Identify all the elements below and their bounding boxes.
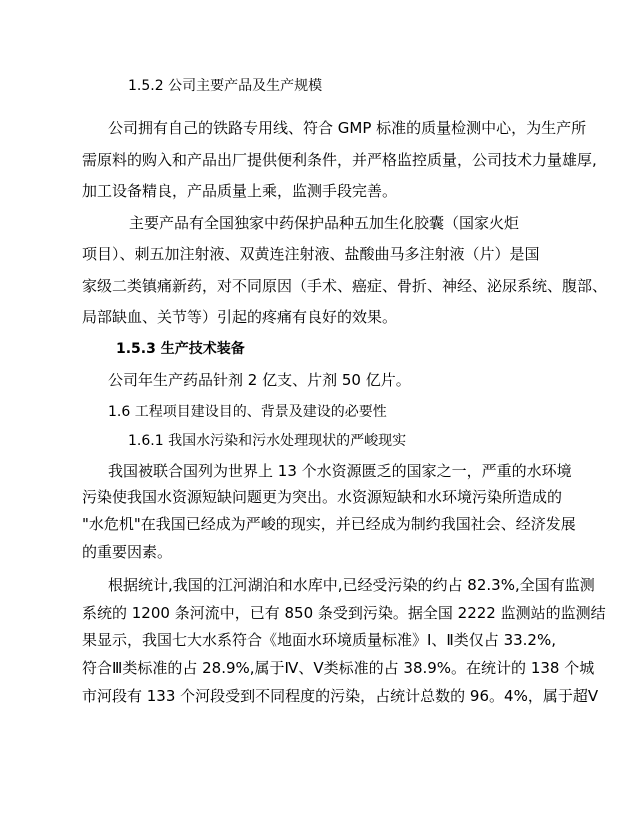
paragraph-line: 系统的 1200 条河流中，已有 850 条受到污染。据全国 2222 监测站的监测结 [82,604,606,622]
heading-1-6-1: 1.6.1 我国水污染和污水处理现状的严峻现实 [128,433,407,449]
paragraph-line: 符合Ⅲ类标准的占 28.9%,属于Ⅳ、Ⅴ类标准的占 38.9%。在统计的 138 个城 [82,659,595,677]
paragraph-line: 家级二类镇痛新药，对不同原因（手术、癌症、骨折、神经、泌尿系统、腹部、 [82,277,608,295]
heading-1-5-2: 1.5.2 公司主要产品及生产规模 [128,78,323,94]
paragraph-line: 我国被联合国列为世界上 13 个水资源匮乏的国家之一，严重的水环境 [108,462,572,480]
paragraph-line: 果显示，我国七大水系符合《地面水环境质量标准》Ⅰ、Ⅱ类仅占 33.2%, [82,631,556,649]
paragraph-line: 加工设备精良，产品质量上乘，监测手段完善。 [82,182,398,200]
paragraph-line: 需原料的购入和产品出厂提供便利条件，并严格监控质量，公司技术力量雄厚, [82,151,597,169]
paragraph-line: 公司拥有自己的铁路专用线、符合 GMP 标准的质量检测中心，为生产所 [108,119,587,137]
heading-1-5-3: 1.5.3 生产技术装备 [116,341,245,357]
paragraph-line: 污染使我国水资源短缺问题更为突出。水资源短缺和水环境污染所造成的 [82,488,563,506]
paragraph-line: 局部缺血、关节等）引起的疼痛有良好的效果。 [82,308,398,326]
paragraph-line: 的重要因素。 [82,543,173,561]
heading-1-6: 1.6 工程项目建设目的、背景及建设的必要性 [108,404,387,420]
paragraph-line: 市河段有 133 个河段受到不同程度的污染，占统计总数的 96。4%，属于超Ⅴ [82,687,599,705]
paragraph-line: "水危机"在我国已经成为严峻的现实，并已经成为制约我国社会、经济发展 [82,515,576,533]
paragraph-line: 根据统计,我国的江河湖泊和水库中,已经受污染的约占 82.3%,全国有监测 [108,576,595,594]
paragraph-line: 项目）、刺五加注射液、双黄连注射液、盐酸曲马多注射液（片）是国 [82,245,540,263]
paragraph-line: 主要产品有全国独家中药保护品种五加生化胶囊（国家火炬 [129,214,520,232]
paragraph-line: 公司年生产药品针剂 2 亿支、片剂 50 亿片。 [108,371,411,389]
